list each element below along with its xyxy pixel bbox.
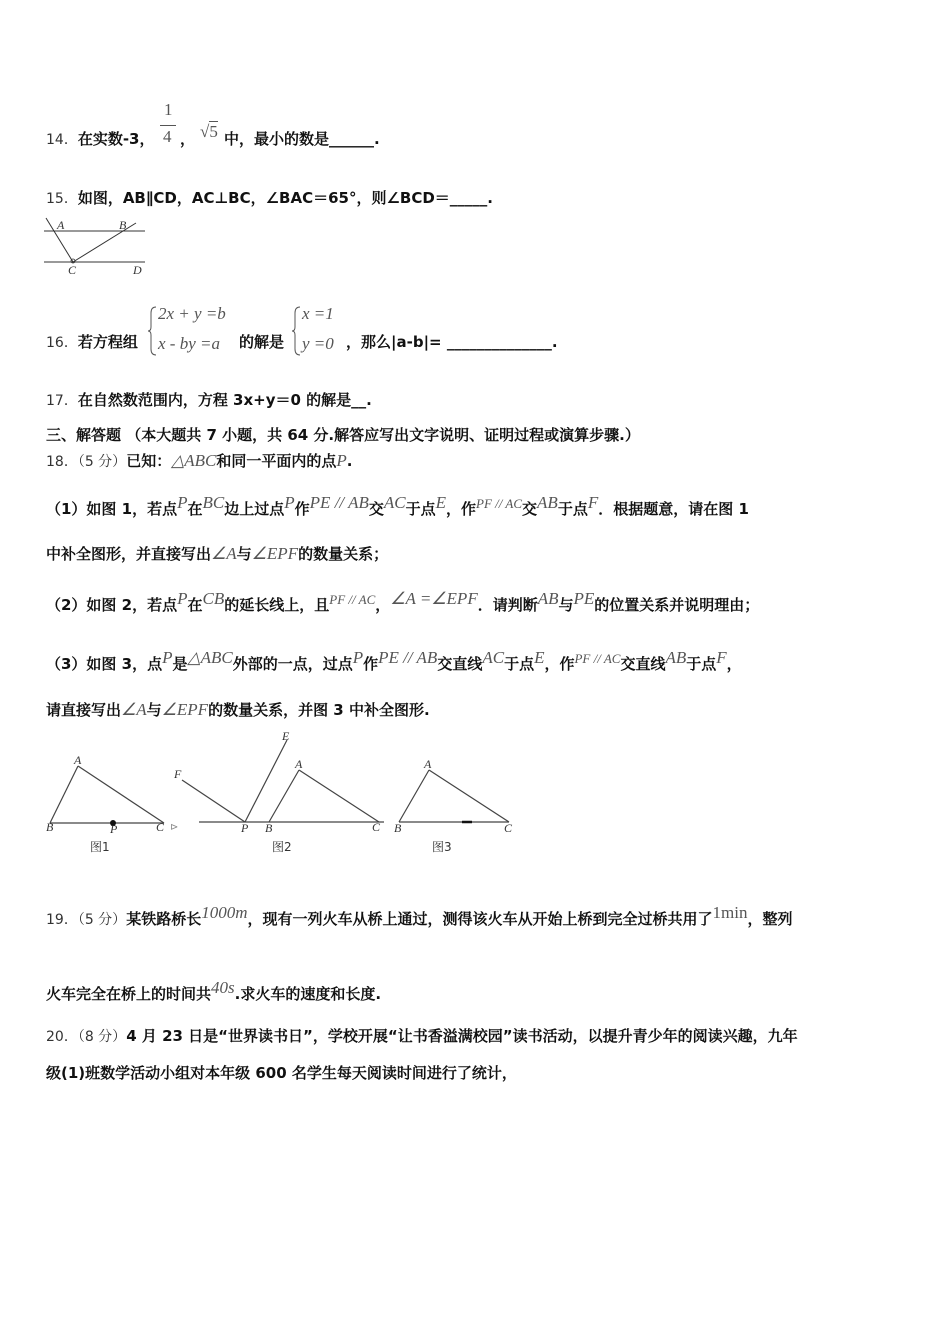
fig3-label-b: B [394, 821, 402, 835]
q18-p3-line2c: 的数量关系，并图 3 中补全图形. [208, 701, 430, 719]
q18-p1-p: P [177, 493, 188, 512]
q17 [46, 389, 372, 410]
q14-sqrt-value: 5 [209, 122, 218, 141]
fig1-label-p: P [110, 822, 118, 836]
q18-p1-a: （1）如图 1，若点 [46, 500, 178, 518]
q19-line2a: 火车完全在桥上的时间共 [46, 985, 212, 1003]
q18-p2-ab: AB [537, 589, 559, 608]
q18-p3-pe-ab: PE // AB [378, 648, 438, 667]
q18-p2-g: 的位置关系并说明理由； [594, 596, 760, 614]
q15-number: 15． [46, 191, 78, 207]
q18-p1-ac: AC [383, 493, 406, 512]
q18-p1-ab: AB [537, 493, 558, 512]
q18-part3-line1 [46, 648, 742, 674]
q14-separator: ， [180, 130, 196, 148]
q18-intro [46, 450, 353, 471]
q18-p3-ac: AC [482, 648, 505, 667]
q18-p3-p2: P [352, 648, 364, 667]
q18-p2-b: 在 [187, 596, 203, 614]
q18-p3-pf-ac: PF // AC [574, 651, 621, 666]
q14-sqrt [200, 122, 218, 142]
q19-line1 [46, 903, 792, 929]
q15-text: 如图，AB∥CD，AC⊥BC，∠BAC＝65°，则∠BCD＝_____. [77, 189, 494, 207]
q15-label-a: A [57, 218, 65, 232]
fig1-label-a: A [74, 753, 82, 767]
q18-p3-j: ， [726, 655, 742, 673]
q20-line2: 级(1)班数学活动小组对本年级 600 名学生每天阅读时间进行了统计， [46, 1064, 517, 1082]
q18-p1-p2: P [284, 493, 295, 512]
q18-p3-f: 于点 [504, 655, 535, 673]
q18-p2-e: ．请判断 [477, 596, 538, 614]
q18-p2-d: ， [375, 596, 391, 614]
q14-fraction-denominator: 4 [163, 127, 172, 146]
q18-p3-i: 于点 [686, 655, 717, 673]
q18-p1-line2a: 中补全图形，并直接写出 [46, 545, 212, 563]
q16-brace-2 [292, 305, 302, 357]
q18-p2-a: （2）如图 2，若点 [46, 596, 178, 614]
segment-bc [73, 223, 136, 262]
q18-intro-triangle: △ABC [171, 451, 217, 470]
q14-text1: 在实数-3， [77, 130, 155, 148]
q18-p3-p: P [162, 648, 173, 667]
q18-part1-line1 [46, 493, 749, 519]
q18-p3-point-e: E [534, 648, 545, 667]
q18-p2-c: 的延长线上，且 [224, 596, 330, 614]
q18-p3-triangle: △ABC [187, 648, 233, 667]
q18-p3-c: 外部的一点，过点 [232, 655, 353, 673]
fig1-caption: 图1 [90, 840, 110, 854]
figure-2 [173, 729, 384, 854]
q18-p3-angle-a: ∠A [121, 700, 147, 719]
q15-label-d: D [133, 263, 142, 277]
q18-p3-line2a: 请直接写出 [46, 701, 122, 719]
q18-p3-b: 是 [172, 655, 188, 673]
q18-p3-point-f: F [716, 648, 727, 667]
q16-brace-1 [148, 305, 158, 357]
q14-text2: 中，最小的数是______. [224, 130, 380, 148]
section-title: 三、解答题 （本大题共 7 小题，共 64 分.解答应写出文字说明、证明过程或演算步骤.） [46, 426, 640, 444]
q18-p1-d: 作 [294, 500, 310, 518]
q19-c: ，整列 [747, 910, 793, 928]
q18-p3-d: 作 [363, 655, 379, 673]
q18-number: 18． [46, 454, 78, 470]
figure-1 [46, 753, 178, 854]
q16-number: 16． [46, 335, 78, 351]
q14 [46, 128, 155, 149]
q18-figures [44, 728, 524, 858]
q19-length: 1000m [201, 903, 248, 922]
q18-p3-e: 交直线 [437, 655, 483, 673]
q16-system1-eq1: 2x + y =b [158, 304, 226, 323]
sqrt-icon: √ [200, 122, 210, 141]
q19-time2: 40s [211, 978, 235, 997]
q18-p1-line2b: 与 [236, 545, 252, 563]
fig2-label-f: F [174, 767, 182, 781]
q18-p1-pf-ac: PF // AC [476, 496, 523, 511]
q16-text1: 若方程组 [77, 333, 138, 351]
fig2-label-c: C [372, 820, 381, 834]
q16-system1-eq2: x - by =a [158, 334, 220, 353]
q18-part2 [46, 589, 759, 615]
q18-p1-line2c: 的数量关系； [298, 545, 389, 563]
fig1-label-b: B [46, 820, 54, 834]
q18-p1-h: 交 [522, 500, 538, 518]
q16-text3: ，那么|a-b|= ______________. [346, 333, 558, 351]
fig1-artifact: ⊳ [170, 822, 179, 833]
q20-score: （8 分） [77, 1029, 127, 1045]
q20-line1 [46, 1025, 798, 1046]
q18-p1-c: 边上过点 [224, 500, 285, 518]
q18-p1-point-f: F [587, 493, 599, 512]
q18-p1-angle-a: ∠A [211, 544, 237, 563]
q18-p2-cb: CB [202, 589, 225, 608]
q19-time: 1min [712, 903, 748, 922]
fig1-label-c: C [156, 820, 165, 834]
q16-system2-eq2: y =0 [302, 334, 334, 353]
fig2-label-e: E [282, 729, 290, 743]
q18-p2-pe: PE [573, 589, 595, 608]
q18-p1-g: ，作 [446, 500, 477, 518]
figure-3 [394, 757, 513, 854]
fig3-label-c: C [504, 821, 513, 835]
q18-p2-f: 与 [558, 596, 574, 614]
q14-number: 14． [46, 132, 78, 148]
q16 [46, 331, 138, 352]
q17-number: 17． [46, 393, 78, 409]
q18-p2-p: P [177, 589, 188, 608]
q14-fraction-numerator: 1 [164, 100, 173, 119]
fig2-label-b: B [265, 821, 273, 835]
q18-p1-e: 交 [368, 500, 384, 518]
q18-p1-point-e: E [435, 493, 447, 512]
q18-p1-b: 在 [187, 500, 203, 518]
q18-p1-j: ．根据题意，请在图 1 [598, 500, 749, 518]
q19-line2b: .求火车的速度和长度. [234, 985, 382, 1003]
q18-p3-g: ，作 [544, 655, 575, 673]
q14-fraction-bar [160, 125, 176, 126]
q18-score: （5 分） [77, 454, 127, 470]
fig2-label-a: A [295, 757, 303, 771]
q18-intro2: 和同一平面内的点 [216, 452, 337, 470]
q15 [46, 187, 493, 208]
q18-part1-line2 [46, 543, 388, 564]
q15-label-c: C [68, 263, 77, 277]
fig2-label-p: P [241, 821, 249, 835]
fig3-label-a: A [424, 757, 432, 771]
q18-p3-h: 交直线 [620, 655, 666, 673]
q15-label-b: B [119, 218, 127, 232]
q18-p1-bc: BC [202, 493, 225, 512]
q18-p1-f: 于点 [405, 500, 436, 518]
fig3-caption: 图3 [432, 840, 452, 854]
q18-p3-ab: AB [665, 648, 687, 667]
q17-text: 在自然数范围内，方程 3x+y＝0 的解是__. [77, 391, 372, 409]
q19-line2 [46, 978, 381, 1004]
q20-number: 20． [46, 1029, 78, 1045]
q18-p3-angle-epf: ∠EPF [161, 700, 209, 719]
q18-p1-pe-ab: PE // AB [309, 493, 369, 512]
q16-system2-eq1: x =1 [302, 304, 334, 323]
q18-p3-a: （3）如图 3，点 [46, 655, 163, 673]
q18-p3-line2b: 与 [146, 701, 162, 719]
q18-p1-angle-epf: ∠EPF [251, 544, 299, 563]
q19-number: 19． [46, 912, 78, 928]
q18-part3-line2 [46, 699, 430, 720]
q19-score: （5 分） [77, 912, 127, 928]
q18-p1-i: 于点 [557, 500, 588, 518]
q19-a: 某铁路桥长 [126, 910, 202, 928]
q18-intro-p: P [336, 451, 347, 470]
q18-p2-eq: ∠A =∠EPF [390, 589, 478, 608]
q18-intro-end: . [346, 452, 353, 470]
q18-intro1: 已知： [126, 452, 172, 470]
q15-figure [40, 216, 150, 278]
q18-p2-pf-ac: PF // AC [329, 592, 376, 607]
fig2-caption: 图2 [272, 840, 292, 854]
q16-text2: 的解是 [239, 333, 285, 351]
q19-b: ，现有一列火车从桥上通过，测得该火车从开始上桥到完全过桥共用了 [247, 910, 713, 928]
q20-line1-text: 4 月 23 日是“世界读书日”，学校开展“让书香溢满校园”读书活动，以提升青少年的阅读兴趣，九年 [126, 1027, 798, 1045]
